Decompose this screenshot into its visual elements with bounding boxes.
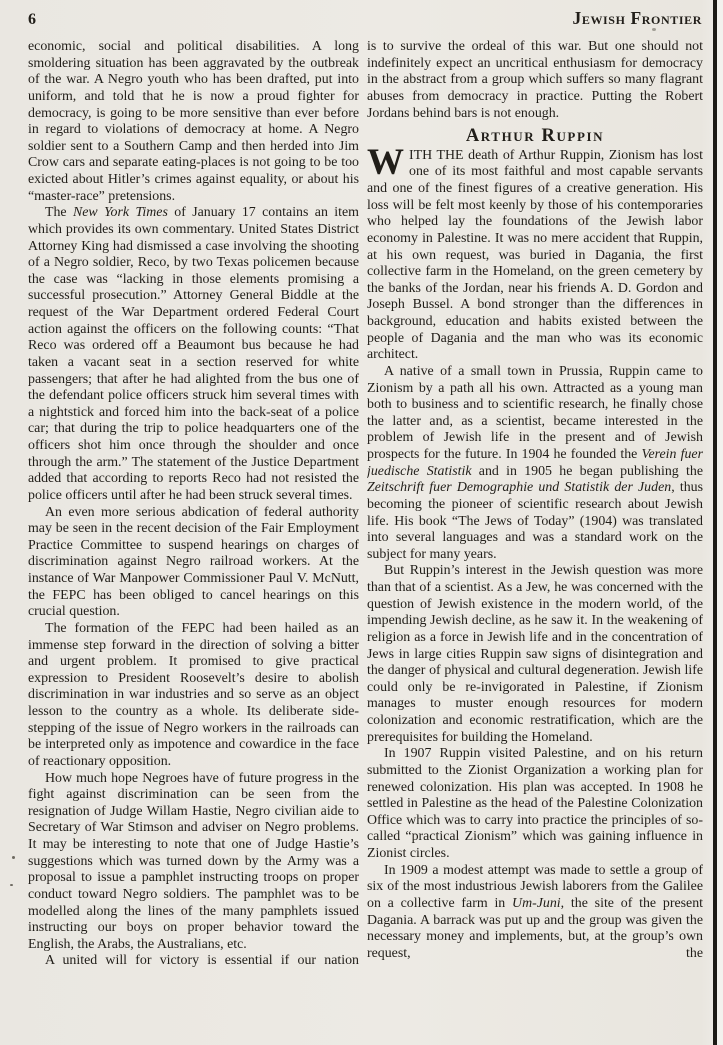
- page-number: 6: [28, 11, 36, 28]
- text-run: The formation of the FEPC had been hailed as an immense step forward in the direction of solving a bitter and urgent problem. It promised to give practical expression to President Roosevelt’s desire to abolish discrimination in war industries and so serve as an object lesson to the country as a whole. Its deliberate side-stepping of the issue of Negro workers in the railroads can be interpreted only as impotence and cowardice in the face of reactionary opposition.: [28, 620, 359, 769]
- italic-text-run: New York Times: [73, 205, 168, 221]
- paragraph: [367, 39, 703, 122]
- text-run: , the site of the present Dagania. A barrack was put up and the group was given the necessary money and implements, but, at the group’s own request, the: [367, 895, 703, 961]
- paragraph: [367, 746, 703, 862]
- text-run: is to survive the ordeal of this war. But one should not indefinitely expect an uncritical enthusiasm for democracy in the abstract from a group which suffers so many flagrant abuses from democracy in practice. Putting the Robert Jordans behind bars is not enough.: [367, 39, 703, 121]
- paragraph: [367, 364, 703, 564]
- text-run: In 1909 a modest attempt was made to settle a group of six of the most industrious Jewish laborers from the Galilee on a collective farm in: [367, 862, 703, 911]
- scan-speck: [10, 884, 13, 886]
- paragraph: [28, 205, 359, 504]
- paragraph: [367, 563, 703, 746]
- scan-speck: [12, 856, 15, 859]
- text-run: But Ruppin’s interest in the Jewish question was more than that of a scientist. As a Jew, he was concerned with the question of Jewish existence in the modern world, of the impending Jewish decline, as he saw it. In the weakening of religion as a force in Jewish life and in the concentration of Jews in large cities Ruppin saw signs of disintegration and the danger of physical and cultural degeneration. Jewish life could only be re-invigorated in Palestine, if Zionism manages to muster enough resources for modern colonization and economic restratification, which are the prerequisites for building the Homeland.: [367, 563, 703, 745]
- text-run: and in 1905 he began publishing the: [471, 463, 703, 479]
- text-run: , thus becoming the pioneer of scientific research about Jewish life. His book “The Jews of Today” (1904) was translated into several languages and was a standard work on the subject for many years.: [367, 480, 703, 562]
- paragraph: [367, 863, 703, 963]
- italic-text-run: Zeitschrift fuer Demographie und Statistik der Juden: [367, 480, 672, 496]
- paragraph: [28, 39, 359, 205]
- text-run: An even more serious abdication of federal authority may be seen in the recent decision of the Fair Employment Practice Committee to suspend hearings on charges of discrimination against Negro railroad workers. At the instance of War Manpower Commissioner Paul V. McNutt, the FEPC has been obliged to cancel hearings on this crucial question.: [28, 504, 359, 620]
- paragraph: [28, 505, 359, 621]
- left-column: [28, 39, 359, 1041]
- paragraph: [28, 621, 359, 771]
- text-run: How much hope Negroes have of future progress in the fight against discrimination can be seen from the resignation of Judge Willam Hastie, Negro civilian aide to Secretary of War Stimson and adviser on Negro problems. It may be interesting to note that one of Judge Hastie’s suggestions which was turned down by the Army was a proposal to issue a pamphlet instructing troops on proper conduct toward Negro soldiers. The pamphlet was to be modelled along the lines of the many pamphlets issued instructing our boys on proper behavior toward the English, the Arabs, the Australians, etc.: [28, 770, 359, 952]
- italic-text-run: Um-Juni: [512, 895, 561, 911]
- section-heading: Arthur Ruppin: [465, 126, 605, 147]
- paragraph: [367, 141, 703, 364]
- italic-text-run: Verein fuer juedische Statistik: [367, 447, 703, 479]
- scan-speck: [652, 28, 656, 31]
- page-header: [28, 8, 702, 29]
- right-column: [367, 39, 703, 1041]
- text-run: The: [45, 205, 73, 221]
- paragraph: [28, 953, 359, 970]
- masthead: Jewish Frontier: [572, 8, 702, 28]
- text-run: A united will for victory is essential if our nation: [45, 953, 359, 969]
- text-run: In 1907 Ruppin visited Palestine, and on his return submitted to the Zionist Organization a working plan for renewed colonization. His plan was accepted. In 1908 he settled in Palestine as the head of the Palestine Colonization Office which was to carry into practice the principles of so-called “practical Zionism” which was gaining influence in Zionist circles.: [367, 746, 703, 861]
- text-run: of January 17 contains an item which provides its own commentary. United States District Attorney King had dismissed a case involving the shooting of a Negro soldier, Reco, by two Texas policemen because the case was “lacking in those elements promising a successful prosecution.” Attorney General Biddle at the request of the War Department ordered Federal Court action against the officers on the following counts: “That Reco was ordered off a Beaumont bus because he had taken a vacant seat in a section reserved for white passengers; that after he had alighted from the bus one of the defendant police officers struck him several times with a nightstick and forced him into the back-seat of a police car; that during the trip to police headquarters one of the officers shot him once through the shoulder and once through the arm.” The statement of the Justice Department added that according to reports Reco had not resisted the police officers until after he had been struck several times.: [28, 205, 359, 503]
- text-run: economic, social and political disabilities. A long smoldering situation has been aggravated by the outbreak of the war. A Negro youth who has been drafted, put into uniform, and told that he is now a proud fighter for democracy, is going to be more sensitive than ever before in regard to violations of democracy at home. A Negro soldier sent to a Southern Camp and then herded into Jim Crow cars and separate eating-places is not going to be too exicted about Hitler’s crimes against equality, or about his “master-race” pretensions.: [28, 39, 359, 204]
- paragraph: [28, 771, 359, 954]
- text-run: ITH THE death of Arthur Ruppin, Zionism has lost one of its most faithful and most capable servants and one of the finest figures of a creative generation. His loss will be felt most keenly by those of his contemporaries who helped lay the foundations of the Jewish labor economy in Palestine. It was no mere accident that Ruppin, at his own request, was buried in Dagania, the first collective farm in the Homeland, on the green cemetery by the banks of the Jordan, near his friends A. D. Gordon and Joseph Bussel. A bond stronger than the differences in background, education and habits existed between the people of Dagania and the man who was its economic architect.: [367, 147, 703, 363]
- scan-margin: [717, 0, 723, 1045]
- text-run: A native of a small town in Prussia, Ruppin came to Zionism by a path all his own. Attracted as a young man both to business and to scientific research, he finally chose the latter and, as a scientist, became interested in the problem of Jewish life in the present and of Jewish prospects for the future. In 1904 he founded the: [367, 363, 703, 462]
- drop-cap: W: [367, 141, 404, 183]
